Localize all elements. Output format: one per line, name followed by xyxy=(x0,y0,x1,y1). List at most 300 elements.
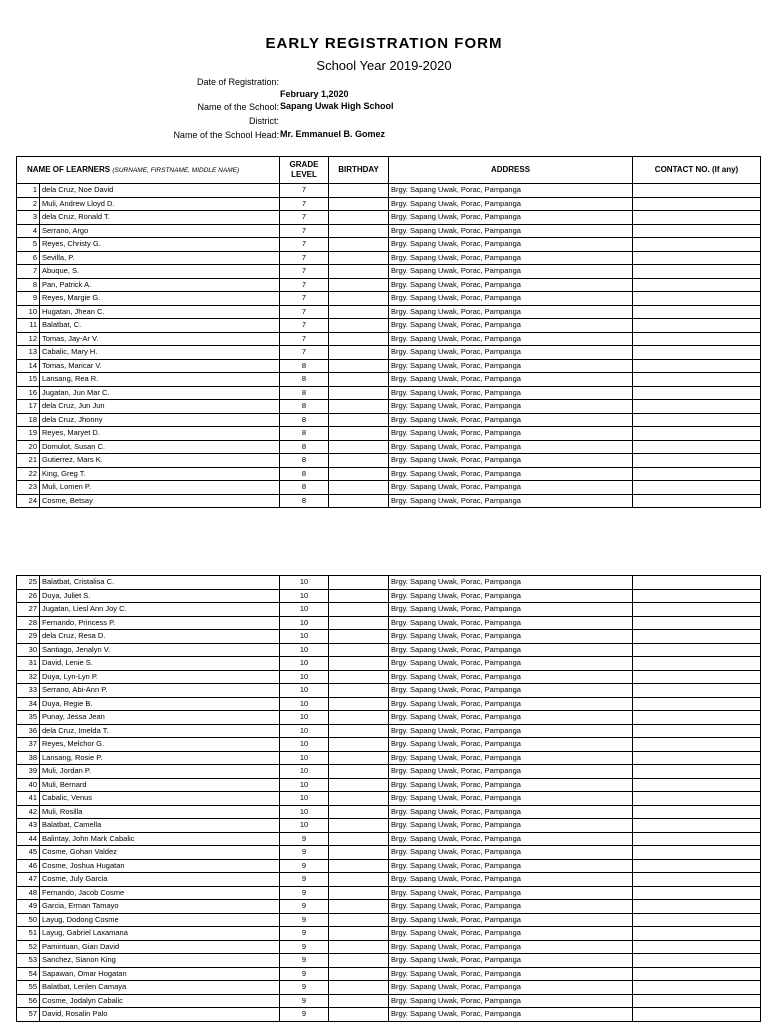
grade-level: 7 xyxy=(280,332,329,346)
contact-cell xyxy=(633,765,761,779)
grade-level: 7 xyxy=(280,197,329,211)
birthday-cell xyxy=(329,440,389,454)
row-number: 7 xyxy=(17,265,40,279)
birthday-cell xyxy=(329,940,389,954)
table-row xyxy=(17,643,761,657)
row-number: 52 xyxy=(17,940,40,954)
birthday-cell xyxy=(329,413,389,427)
row-number: 25 xyxy=(17,576,40,590)
address-cell: Brgy. Sapang Uwak, Porac, Pampanga xyxy=(389,630,633,644)
learner-name: Balatbat, C. xyxy=(40,319,280,333)
contact-cell xyxy=(633,224,761,238)
contact-cell xyxy=(633,184,761,198)
address-cell: Brgy. Sapang Uwak, Porac, Pampanga xyxy=(389,265,633,279)
grade-level: 10 xyxy=(280,711,329,725)
row-number: 20 xyxy=(17,440,40,454)
contact-cell xyxy=(633,927,761,941)
table-row xyxy=(17,576,761,590)
birthday-cell xyxy=(329,251,389,265)
birthday-cell xyxy=(329,913,389,927)
table-row xyxy=(17,440,761,454)
table-row xyxy=(17,400,761,414)
school-year: School Year 2019-2020 xyxy=(316,58,452,73)
address-cell: Brgy. Sapang Uwak, Porac, Pampanga xyxy=(389,251,633,265)
address-cell: Brgy. Sapang Uwak, Porac, Pampanga xyxy=(389,305,633,319)
school-name-value: Sapang Uwak High School xyxy=(280,101,394,111)
address-cell: Brgy. Sapang Uwak, Porac, Pampanga xyxy=(389,900,633,914)
birthday-column-header: BIRTHDAY xyxy=(329,157,389,184)
birthday-cell xyxy=(329,589,389,603)
address-cell: Brgy. Sapang Uwak, Porac, Pampanga xyxy=(389,440,633,454)
grade-level: 9 xyxy=(280,954,329,968)
row-number: 44 xyxy=(17,832,40,846)
address-cell: Brgy. Sapang Uwak, Porac, Pampanga xyxy=(389,413,633,427)
contact-cell xyxy=(633,711,761,725)
row-number: 27 xyxy=(17,603,40,617)
address-cell: Brgy. Sapang Uwak, Porac, Pampanga xyxy=(389,319,633,333)
learners-table-2 xyxy=(16,575,761,1022)
district-label: District: xyxy=(249,116,279,126)
contact-cell xyxy=(633,819,761,833)
contact-cell xyxy=(633,211,761,225)
learner-name: Layug, Gabriel Laxamana xyxy=(40,927,280,941)
row-number: 19 xyxy=(17,427,40,441)
table-row xyxy=(17,940,761,954)
row-number: 8 xyxy=(17,278,40,292)
row-number: 40 xyxy=(17,778,40,792)
row-number: 21 xyxy=(17,454,40,468)
contact-cell xyxy=(633,859,761,873)
table-row xyxy=(17,467,761,481)
name-column-header xyxy=(17,157,280,184)
row-number: 9 xyxy=(17,292,40,306)
row-number: 2 xyxy=(17,197,40,211)
address-column-header: ADDRESS xyxy=(389,157,633,184)
table-row xyxy=(17,413,761,427)
learner-name: Gutierrez, Mars K. xyxy=(40,454,280,468)
birthday-cell xyxy=(329,967,389,981)
row-number: 23 xyxy=(17,481,40,495)
table-row xyxy=(17,927,761,941)
learner-name: Muli, Andrew Lloyd D. xyxy=(40,197,280,211)
address-cell: Brgy. Sapang Uwak, Porac, Pampanga xyxy=(389,359,633,373)
grade-level: 9 xyxy=(280,994,329,1008)
birthday-cell xyxy=(329,981,389,995)
address-cell: Brgy. Sapang Uwak, Porac, Pampanga xyxy=(389,913,633,927)
grade-level: 10 xyxy=(280,738,329,752)
grade-level: 8 xyxy=(280,494,329,508)
grade-level: 10 xyxy=(280,684,329,698)
birthday-cell xyxy=(329,711,389,725)
learner-name: Balatbat, Lenlen Camaya xyxy=(40,981,280,995)
grade-level: 10 xyxy=(280,792,329,806)
contact-cell xyxy=(633,832,761,846)
learner-name: Hugatan, Jhean C. xyxy=(40,305,280,319)
contact-column-header: CONTACT NO. (If any) xyxy=(633,157,761,184)
school-head-value: Mr. Emmanuel B. Gomez xyxy=(280,129,386,139)
grade-level: 10 xyxy=(280,805,329,819)
row-number: 16 xyxy=(17,386,40,400)
birthday-cell xyxy=(329,467,389,481)
learner-name: Domulot, Susan C. xyxy=(40,440,280,454)
name-column-note: (SURNAME, FIRSTNAME, MIDDLE NAME) xyxy=(112,166,240,174)
contact-cell xyxy=(633,805,761,819)
birthday-cell xyxy=(329,846,389,860)
birthday-cell xyxy=(329,792,389,806)
grade-level: 8 xyxy=(280,440,329,454)
learner-name: Cosme, July Garcia xyxy=(40,873,280,887)
address-cell: Brgy. Sapang Uwak, Porac, Pampanga xyxy=(389,454,633,468)
grade-level: 8 xyxy=(280,413,329,427)
learner-name: Fernando, Princess P. xyxy=(40,616,280,630)
date-of-registration-label: Date of Registration: xyxy=(196,77,279,87)
address-cell: Brgy. Sapang Uwak, Porac, Pampanga xyxy=(389,1008,633,1022)
grade-level: 9 xyxy=(280,873,329,887)
grade-level: 10 xyxy=(280,643,329,657)
contact-cell xyxy=(633,886,761,900)
contact-cell xyxy=(633,670,761,684)
table-row xyxy=(17,846,761,860)
contact-cell xyxy=(633,346,761,360)
contact-cell xyxy=(633,630,761,644)
birthday-cell xyxy=(329,278,389,292)
learner-name: Sapawan, Omar Hogatan xyxy=(40,967,280,981)
grade-level: 7 xyxy=(280,346,329,360)
learner-name: dela Cruz, Imelda T. xyxy=(40,724,280,738)
form-title: EARLY REGISTRATION FORM xyxy=(265,35,503,52)
contact-cell xyxy=(633,778,761,792)
grade-level: 10 xyxy=(280,630,329,644)
contact-cell xyxy=(633,481,761,495)
table-row xyxy=(17,305,761,319)
address-cell: Brgy. Sapang Uwak, Porac, Pampanga xyxy=(389,738,633,752)
birthday-cell xyxy=(329,603,389,617)
table-row xyxy=(17,292,761,306)
table-row xyxy=(17,359,761,373)
grade-level: 7 xyxy=(280,292,329,306)
table-row xyxy=(17,873,761,887)
grade-level: 9 xyxy=(280,940,329,954)
address-cell: Brgy. Sapang Uwak, Porac, Pampanga xyxy=(389,373,633,387)
table-row xyxy=(17,913,761,927)
learner-name: Reyes, Melchor G. xyxy=(40,738,280,752)
address-cell: Brgy. Sapang Uwak, Porac, Pampanga xyxy=(389,292,633,306)
grade-level: 10 xyxy=(280,751,329,765)
contact-cell xyxy=(633,940,761,954)
table-row xyxy=(17,332,761,346)
learner-name: Cosme, Joshua Hugatan xyxy=(40,859,280,873)
address-cell: Brgy. Sapang Uwak, Porac, Pampanga xyxy=(389,657,633,671)
grade-level: 7 xyxy=(280,265,329,279)
learner-name: Balatbat, Cristalisa C. xyxy=(40,576,280,590)
contact-cell xyxy=(633,981,761,995)
birthday-cell xyxy=(329,954,389,968)
row-number: 49 xyxy=(17,900,40,914)
row-number: 29 xyxy=(17,630,40,644)
table-row xyxy=(17,994,761,1008)
table-row xyxy=(17,900,761,914)
contact-cell xyxy=(633,413,761,427)
row-number: 30 xyxy=(17,643,40,657)
birthday-cell xyxy=(329,211,389,225)
learners-table-1 xyxy=(16,156,761,508)
grade-level: 7 xyxy=(280,319,329,333)
grade-level: 9 xyxy=(280,859,329,873)
table-row xyxy=(17,427,761,441)
contact-cell xyxy=(633,278,761,292)
row-number: 15 xyxy=(17,373,40,387)
row-number: 26 xyxy=(17,589,40,603)
learner-name: Jugatan, Liesl Ann Joy C. xyxy=(40,603,280,617)
grade-level: 9 xyxy=(280,913,329,927)
table-row xyxy=(17,494,761,508)
learner-name: Tomas, Maricar V. xyxy=(40,359,280,373)
table-row xyxy=(17,832,761,846)
address-cell: Brgy. Sapang Uwak, Porac, Pampanga xyxy=(389,494,633,508)
table-row xyxy=(17,738,761,752)
address-cell: Brgy. Sapang Uwak, Porac, Pampanga xyxy=(389,832,633,846)
address-cell: Brgy. Sapang Uwak, Porac, Pampanga xyxy=(389,724,633,738)
table-row xyxy=(17,859,761,873)
address-cell: Brgy. Sapang Uwak, Porac, Pampanga xyxy=(389,967,633,981)
grade-level: 8 xyxy=(280,427,329,441)
table-row xyxy=(17,373,761,387)
address-cell: Brgy. Sapang Uwak, Porac, Pampanga xyxy=(389,332,633,346)
learner-name: Fernando, Jacob Cosme xyxy=(40,886,280,900)
birthday-cell xyxy=(329,319,389,333)
address-cell: Brgy. Sapang Uwak, Porac, Pampanga xyxy=(389,805,633,819)
table-row xyxy=(17,819,761,833)
birthday-cell xyxy=(329,292,389,306)
contact-cell xyxy=(633,386,761,400)
table-row xyxy=(17,197,761,211)
birthday-cell xyxy=(329,400,389,414)
row-number: 22 xyxy=(17,467,40,481)
contact-cell xyxy=(633,967,761,981)
contact-cell xyxy=(633,846,761,860)
table-row xyxy=(17,792,761,806)
address-cell: Brgy. Sapang Uwak, Porac, Pampanga xyxy=(389,927,633,941)
table-row xyxy=(17,711,761,725)
table-row xyxy=(17,184,761,198)
learner-name: Serrano, Argo xyxy=(40,224,280,238)
row-number: 54 xyxy=(17,967,40,981)
birthday-cell xyxy=(329,346,389,360)
learner-name: Cosme, Gohan Valdez xyxy=(40,846,280,860)
table-row xyxy=(17,603,761,617)
birthday-cell xyxy=(329,265,389,279)
address-cell: Brgy. Sapang Uwak, Porac, Pampanga xyxy=(389,481,633,495)
contact-cell xyxy=(633,697,761,711)
grade-level: 7 xyxy=(280,211,329,225)
table-row xyxy=(17,386,761,400)
learner-name: dela Cruz, Ronald T. xyxy=(40,211,280,225)
birthday-cell xyxy=(329,859,389,873)
birthday-cell xyxy=(329,819,389,833)
contact-cell xyxy=(633,454,761,468)
learner-name: Santiago, Jenalyn V. xyxy=(40,643,280,657)
row-number: 12 xyxy=(17,332,40,346)
learner-name: Reyes, Maryet D. xyxy=(40,427,280,441)
contact-cell xyxy=(633,589,761,603)
row-number: 17 xyxy=(17,400,40,414)
school-name-label: Name of the School: xyxy=(197,102,279,112)
row-number: 10 xyxy=(17,305,40,319)
birthday-cell xyxy=(329,427,389,441)
contact-cell xyxy=(633,603,761,617)
row-number: 46 xyxy=(17,859,40,873)
grade-level: 8 xyxy=(280,400,329,414)
contact-cell xyxy=(633,954,761,968)
birthday-cell xyxy=(329,1008,389,1022)
birthday-cell xyxy=(329,738,389,752)
name-column-label: NAME OF LEARNERS xyxy=(27,164,111,174)
grade-level: 7 xyxy=(280,224,329,238)
table-row xyxy=(17,251,761,265)
grade-level: 9 xyxy=(280,886,329,900)
grade-level: 10 xyxy=(280,819,329,833)
grade-level: 7 xyxy=(280,238,329,252)
learner-name: Muli, Jordan P. xyxy=(40,765,280,779)
row-number: 48 xyxy=(17,886,40,900)
birthday-cell xyxy=(329,657,389,671)
table-row xyxy=(17,224,761,238)
learner-name: Duya, Regie B. xyxy=(40,697,280,711)
address-cell: Brgy. Sapang Uwak, Porac, Pampanga xyxy=(389,670,633,684)
grade-level: 10 xyxy=(280,697,329,711)
learners-table-1-body xyxy=(17,184,761,508)
table-row xyxy=(17,778,761,792)
birthday-cell xyxy=(329,697,389,711)
table-row xyxy=(17,481,761,495)
learner-name: Abuque, S. xyxy=(40,265,280,279)
address-cell: Brgy. Sapang Uwak, Porac, Pampanga xyxy=(389,386,633,400)
row-number: 37 xyxy=(17,738,40,752)
birthday-cell xyxy=(329,454,389,468)
grade-level: 7 xyxy=(280,278,329,292)
learner-name: dela Cruz, Jhonny xyxy=(40,413,280,427)
grade-level: 10 xyxy=(280,589,329,603)
table-row xyxy=(17,967,761,981)
table-row xyxy=(17,211,761,225)
birthday-cell xyxy=(329,616,389,630)
contact-cell xyxy=(633,359,761,373)
grade-level: 10 xyxy=(280,670,329,684)
row-number: 36 xyxy=(17,724,40,738)
row-number: 45 xyxy=(17,846,40,860)
table-row xyxy=(17,238,761,252)
contact-cell xyxy=(633,657,761,671)
birthday-cell xyxy=(329,359,389,373)
address-cell: Brgy. Sapang Uwak, Porac, Pampanga xyxy=(389,778,633,792)
address-cell: Brgy. Sapang Uwak, Porac, Pampanga xyxy=(389,697,633,711)
learner-name: Pan, Patrick A. xyxy=(40,278,280,292)
address-cell: Brgy. Sapang Uwak, Porac, Pampanga xyxy=(389,859,633,873)
address-cell: Brgy. Sapang Uwak, Porac, Pampanga xyxy=(389,792,633,806)
contact-cell xyxy=(633,913,761,927)
birthday-cell xyxy=(329,684,389,698)
birthday-cell xyxy=(329,630,389,644)
birthday-cell xyxy=(329,900,389,914)
contact-cell xyxy=(633,751,761,765)
school-head-label: Name of the School Head: xyxy=(173,130,279,140)
learner-name: Punay, Jessa Jean xyxy=(40,711,280,725)
birthday-cell xyxy=(329,724,389,738)
row-number: 41 xyxy=(17,792,40,806)
address-cell: Brgy. Sapang Uwak, Porac, Pampanga xyxy=(389,873,633,887)
row-number: 28 xyxy=(17,616,40,630)
contact-cell xyxy=(633,494,761,508)
address-cell: Brgy. Sapang Uwak, Porac, Pampanga xyxy=(389,467,633,481)
table-row xyxy=(17,886,761,900)
row-number: 5 xyxy=(17,238,40,252)
address-cell: Brgy. Sapang Uwak, Porac, Pampanga xyxy=(389,238,633,252)
birthday-cell xyxy=(329,238,389,252)
table-row xyxy=(17,589,761,603)
contact-cell xyxy=(633,994,761,1008)
address-cell: Brgy. Sapang Uwak, Porac, Pampanga xyxy=(389,400,633,414)
grade-level: 10 xyxy=(280,616,329,630)
contact-cell xyxy=(633,332,761,346)
learner-name: Balatbat, Camella xyxy=(40,819,280,833)
birthday-cell xyxy=(329,994,389,1008)
learner-name: dela Cruz, Resa D. xyxy=(40,630,280,644)
row-number: 13 xyxy=(17,346,40,360)
contact-cell xyxy=(633,576,761,590)
address-cell: Brgy. Sapang Uwak, Porac, Pampanga xyxy=(389,643,633,657)
learner-name: Cosme, Jodalyn Cabalic xyxy=(40,994,280,1008)
table-row xyxy=(17,684,761,698)
row-number: 31 xyxy=(17,657,40,671)
birthday-cell xyxy=(329,886,389,900)
table-row xyxy=(17,1008,761,1022)
contact-cell xyxy=(633,319,761,333)
birthday-cell xyxy=(329,184,389,198)
birthday-cell xyxy=(329,576,389,590)
address-cell: Brgy. Sapang Uwak, Porac, Pampanga xyxy=(389,197,633,211)
learner-name: David, Lenie S. xyxy=(40,657,280,671)
table-row xyxy=(17,278,761,292)
table-row xyxy=(17,630,761,644)
address-cell: Brgy. Sapang Uwak, Porac, Pampanga xyxy=(389,940,633,954)
learner-name: Pamintuan, Gian David xyxy=(40,940,280,954)
address-cell: Brgy. Sapang Uwak, Porac, Pampanga xyxy=(389,278,633,292)
grade-level: 10 xyxy=(280,724,329,738)
row-number: 1 xyxy=(17,184,40,198)
contact-cell xyxy=(633,265,761,279)
row-number: 42 xyxy=(17,805,40,819)
contact-cell xyxy=(633,724,761,738)
table-row xyxy=(17,616,761,630)
row-number: 14 xyxy=(17,359,40,373)
address-cell: Brgy. Sapang Uwak, Porac, Pampanga xyxy=(389,184,633,198)
address-cell: Brgy. Sapang Uwak, Porac, Pampanga xyxy=(389,346,633,360)
table-row xyxy=(17,751,761,765)
row-number: 43 xyxy=(17,819,40,833)
table-row xyxy=(17,265,761,279)
birthday-cell xyxy=(329,643,389,657)
row-number: 53 xyxy=(17,954,40,968)
learner-name: dela Cruz, Jun Jun xyxy=(40,400,280,414)
learner-name: David, Rosalin Palo xyxy=(40,1008,280,1022)
contact-cell xyxy=(633,792,761,806)
address-cell: Brgy. Sapang Uwak, Porac, Pampanga xyxy=(389,224,633,238)
learner-name: King, Greg T. xyxy=(40,467,280,481)
address-cell: Brgy. Sapang Uwak, Porac, Pampanga xyxy=(389,576,633,590)
table-header-row xyxy=(17,157,761,184)
table-row xyxy=(17,454,761,468)
grade-level: 8 xyxy=(280,386,329,400)
